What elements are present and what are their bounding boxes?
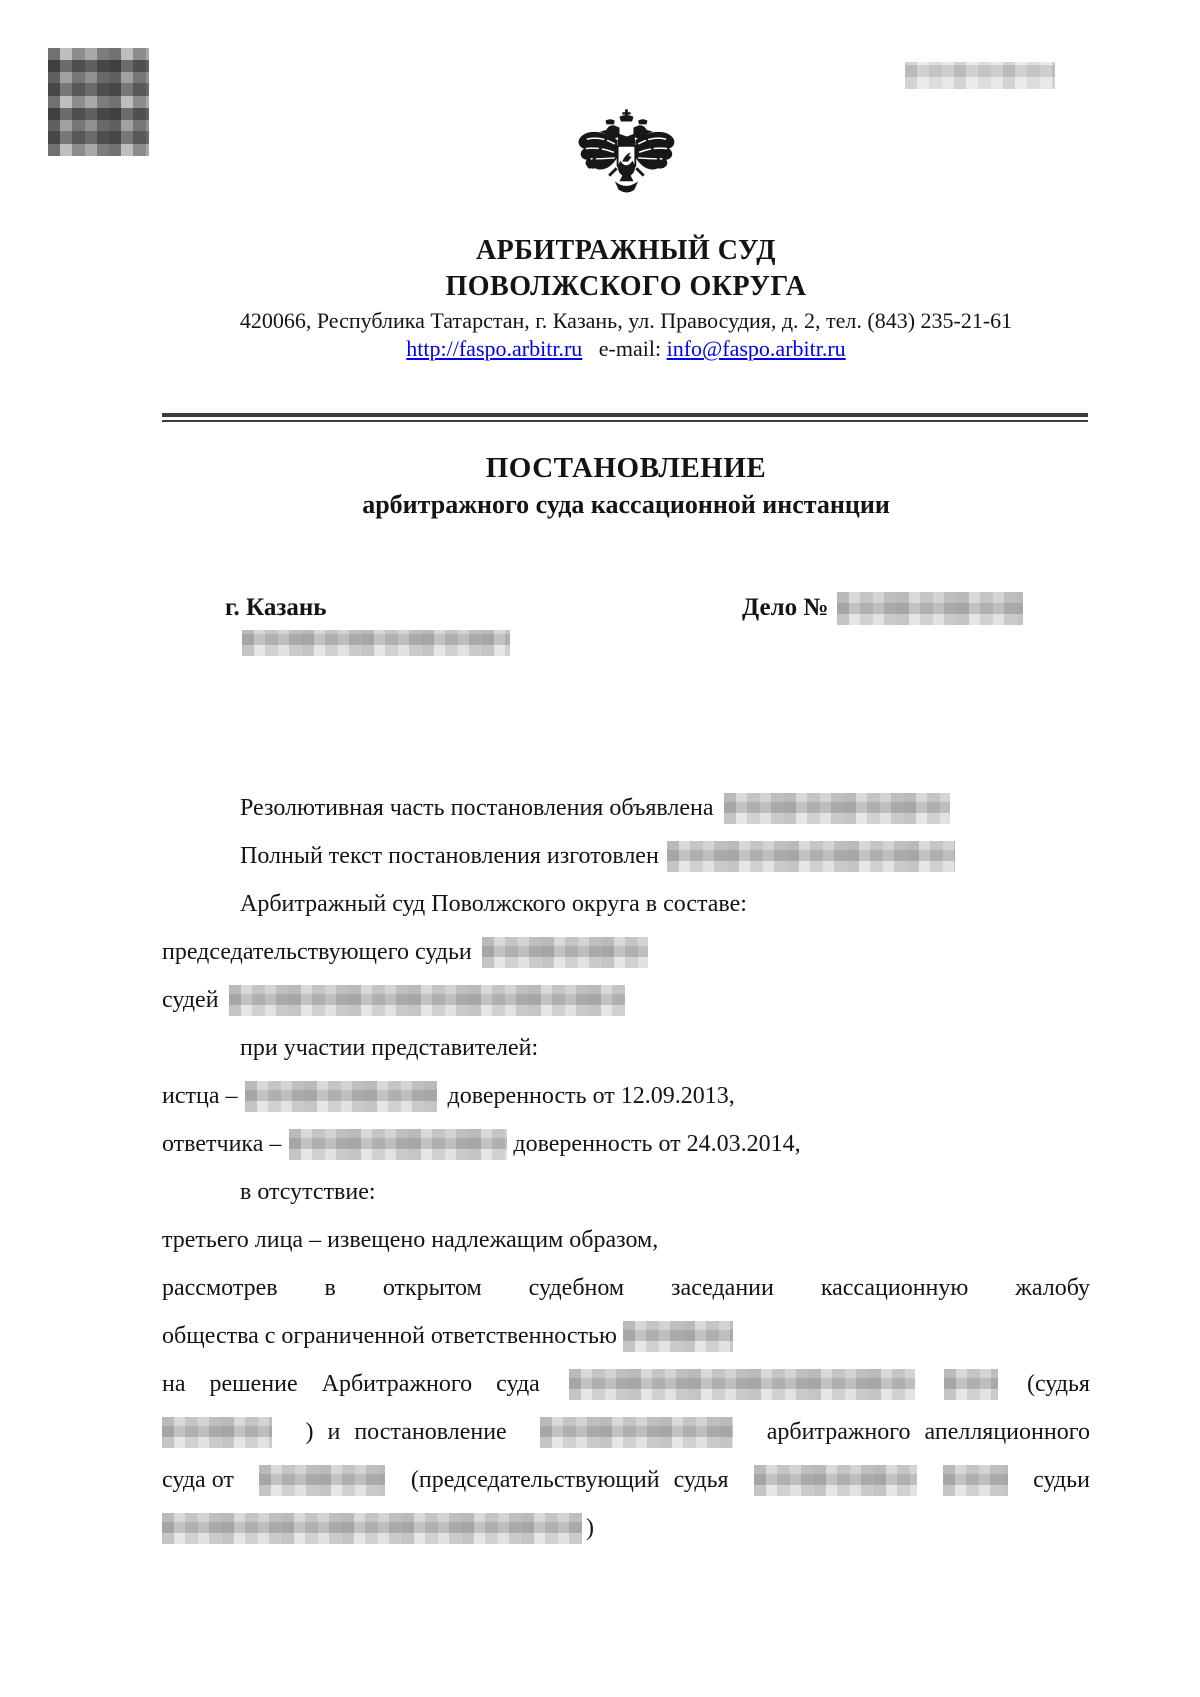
representatives-line [162,1024,1168,1072]
appeal-court-prefix: суда от [162,1467,234,1493]
redacted-case-number [837,592,1023,625]
third-party-text: третьего лица – извещено надлежащим образом, [162,1227,659,1253]
full-text-line [162,832,1168,880]
redacted-judges-names [229,985,625,1016]
presiding-judge-line [162,928,1090,976]
presiding-judge-label: председательствующего судьи [162,939,472,965]
court-name-line2: ПОВОЛЖСКОГО ОКРУГА [445,271,807,302]
redacted-announce-date [724,793,950,824]
judges-label: судей [162,987,219,1013]
plaintiff-label: истца – [162,1083,238,1109]
resolutive-part-line [162,784,1168,832]
redacted-defendant-representative [289,1129,507,1160]
header-divider [162,413,1088,422]
email-label: e-mail: [598,336,662,361]
llc-text: общества с ограниченной ответственностью [162,1323,617,1349]
redacted-decision-date [944,1369,998,1400]
redacted-fulltext-date [667,841,955,872]
absence-heading: в отсутствие: [240,1179,376,1205]
redacted-judge-name [162,1417,272,1448]
redacted-date [242,630,510,656]
document-title: ПОСТАНОВЛЕНИЕ [485,452,767,484]
closing-paren-text: ) [586,1515,594,1541]
appeal-court-suffix: судьи [1033,1467,1090,1493]
llc-line [162,1312,1090,1360]
appeal-court-mid: (председательствующий судья [410,1467,729,1493]
plaintiff-poa-text: доверенность от 12.09.2013, [447,1083,735,1109]
resolutive-part-text: Резолютивная часть постановления объявлена [240,795,714,821]
court-contacts [162,336,1090,362]
case-number-row [742,591,1023,625]
third-party-line [162,1216,1090,1264]
qr-code [48,48,149,156]
defendant-poa-text: доверенность от 24.03.2014, [513,1131,801,1157]
redacted-presiding-judge-name [482,937,648,968]
redacted-stamp [905,62,1055,89]
russia-coat-of-arms-icon [570,108,682,206]
judges-line [162,976,1090,1024]
redacted-court-region [569,1369,915,1400]
redacted-ruling-date [259,1465,385,1496]
redacted-company-name [623,1321,733,1352]
redacted-appeal-judges-names [162,1513,582,1544]
appeal-court-line [162,1456,1090,1504]
representatives-heading: при участии представителей: [240,1035,539,1061]
defendant-line [162,1120,1090,1168]
court-composition-line [162,880,1168,928]
case-number-label: Дело № [742,594,829,621]
cassation-appeal-line: рассмотрев в открытом судебном заседании кассационную жалобу [162,1275,1090,1301]
defendant-label: ответчика – [162,1131,282,1157]
plaintiff-line [162,1072,1090,1120]
court-name-line1: АРБИТРАЖНЫЙ СУД [475,235,777,266]
contacts-spacer [582,336,599,361]
closing-line [162,1504,1090,1552]
website-link[interactable]: http://faspo.arbitr.ru [406,336,583,361]
ruling-mid-text: ) и постановление [305,1419,507,1445]
redacted-appeal-court-number [540,1417,733,1448]
decision-suffix: (судья [1026,1371,1090,1397]
full-text-text: Полный текст постановления изготовлен [240,843,659,869]
redacted-presiding-appeal-judge [754,1465,917,1496]
court-composition-text: Арбитражный суд Поволжского округа в составе: [240,891,747,917]
redacted-plaintiff-representative [245,1081,437,1112]
decision-prefix: на решение Арбитражного суда [162,1371,540,1397]
city-label: г. Казань [225,594,327,621]
decision-line [162,1360,1090,1408]
ruling-suffix-text: арбитражного апелляционного [766,1419,1090,1445]
absence-line [162,1168,1168,1216]
document-subtitle: арбитражного суда кассационной инстанции [362,490,890,519]
appeal-ruling-line [162,1408,1090,1456]
redacted-appeal-judge-initials [943,1465,1008,1496]
court-address: 420066, Республика Татарстан, г. Казань, ул. Правосудия, д. 2, тел. (843) 235-21-61 [239,308,1013,333]
email-link[interactable]: info@faspo.arbitr.ru [666,336,846,361]
